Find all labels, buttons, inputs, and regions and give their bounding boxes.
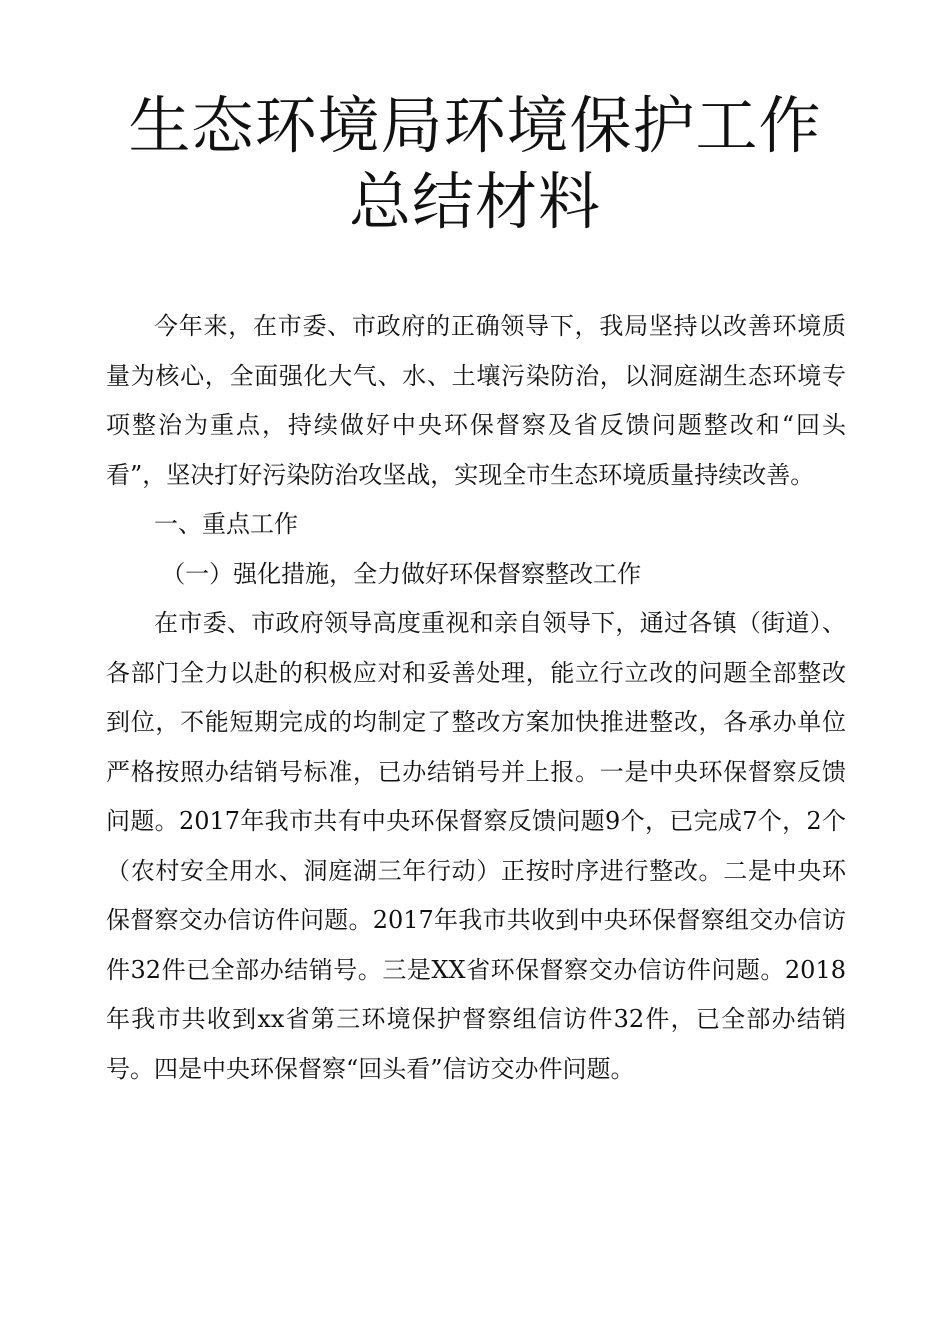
section-heading: 一、重点工作 — [154, 510, 298, 538]
document-body — [106, 302, 846, 1094]
subsection-heading: （一）强化措施，全力做好环保督察整改工作 — [161, 559, 642, 588]
body-paragraph: 在市委、市政府领导高度重视和亲自领导下，通过各镇（街道）、各部门全力以赴的积极应对和妥善处理，能立行立改的问题全部整改到位，不能短期完成的均制定了整改方案加快推进整改，各承办单位严格按照办结销号标准，已办结销号并上报。一是中央环保督察反馈问题。2017年我市共有中央环保督察反馈问题9个，已完成7个，2个（农村安全用水、洞庭湖三年行动）正按时序进行整改。二是中央环保督察交办信访件问题。2017年我市共收到中央环保督察组交办信访件32件已全部办结销号。三是XX省环保督察交办信访件问题。2018年我市共收到xx省第三环境保护督察组信访件32件，已全部办结销号。四是中央环保督察“回头看”信访交办件问题。 — [106, 609, 846, 1083]
intro-paragraph: 今年来，在市委、市政府的正确领导下，我局坚持以改善环境质量为核心，全面强化大气、水、土壤污染防治，以洞庭湖生态环境专项整治为重点，持续做好中央环保督察及省反馈问题整改和“回头看”，坚决打好污染防治攻坚战，实现全市生态环境质量持续改善。 — [106, 312, 846, 489]
document-title: 生态环境局环境保护工作总结材料 — [128, 89, 822, 238]
